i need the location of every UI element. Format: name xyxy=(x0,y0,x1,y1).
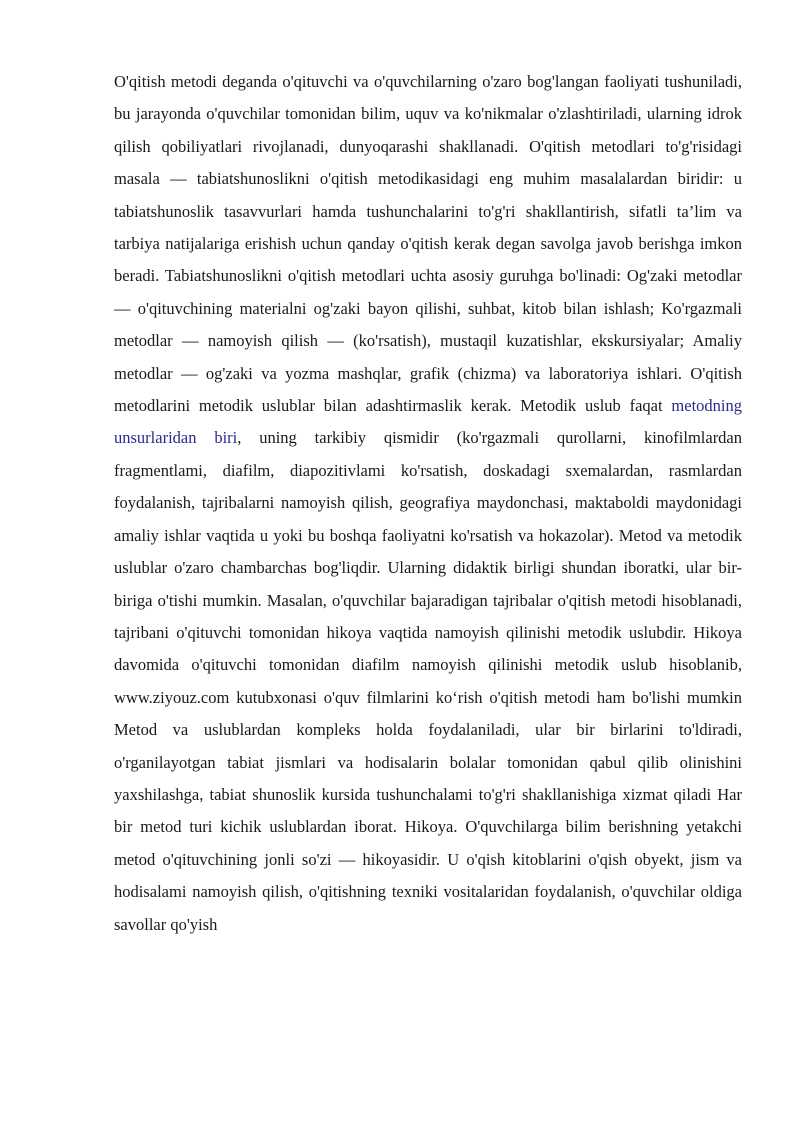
paragraph-text-part2: , uning tarkibiy qismidir (ko'rgazmali qurollarni, kinofilmlardan fragmentlami, diafilm, diapozitivlami ko'rsatish, doskadagi sxemalardan, rasmlardan foydalanish, tajribalarni namoyish qilish, geografiya maydonchasi, maktaboldi maydonidagi amaliy ishlar vaqtida u yoki bu boshqa faoliyatni ko'rsatish va hokazolar). Metod va metodik uslublar o'zaro chambarchas bog'liqdir. Ularning didaktik birligi shundan iboratki, ular bir-biriga o'tishi mumkin. Masalan, o'quvchilar bajaradigan tajribalar o'qitish metodi hisoblanadi, tajribani o'qituvchi tomonidan hikoya vaqtida namoyish qilinishi metodik uslubdir. Hikoya davomida o'qituvchi tomonidan diafilm namoyish qilinishi metodik uslub hisoblanib, www.ziyouz.com kutubxonasi o'quv filmlarini ko‘rish o'qitish metodi ham bo'lishi mumkin Metod va uslublardan kompleks holda foydalaniladi, ular bir birlarini to'ldiradi, o'rganilayotgan tabiat jismlari va hodisalarin bolalar tomonidan qabul qilib olinishini yaxshilashga, tabiat shunoslik kursida tushunchalami to'g'ri shakllanishiga xizmat qiladi Har bir metod turi kichik uslublardan iborat. Hikoya. O'quvchilarga bilim berishning yetakchi metod o'qituvchining jonli so'zi — hikoyasidir. U o'qish kitoblarini o'qish obyekt, jism va hodisalami namoyish qilish, o'qitishning texniki vositalaridan foydalanish, o'quvchilar oldiga savollar qo'yish xyxy=(114,428,743,934)
document-page xyxy=(114,66,742,941)
body-paragraph xyxy=(114,66,742,941)
inline-link[interactable]: metodning unsurlaridan biri xyxy=(114,396,742,448)
paragraph-text-part1: O'qitish metodi deganda o'qituvchi va o'quvchilarning o'zaro bog'langan faoliyati tushuniladi, bu jarayonda o'quvchilar tomonidan bilim, uquv va ko'nikmalar o'zlashtiriladi, ularning idrok qilish qobiliyatlari rivojlanadi, dunyoqarashi shakllanadi. O'qitish metodlari to'g'risidagi masala — tabiatshunoslikni o'qitish metodikasidagi eng muhim masalalardan biridir: u tabiatshunoslik tasavvurlari hamda tushunchalarini to'g'ri shakllantirish, sifatli ta’lim va tarbiya natijalariga erishish uchun qanday o'qitish kerak degan savolga javob berishga imkon beradi. Tabiatshunoslikni o'qitish metodlari uchta asosiy guruhga bo'linadi: Og'zaki metodlar — o'qituvchining materialni og'zaki bayon qilishi, suhbat, kitob bilan ishlash; Ko'rgazmali metodlar — namoyish qilish — (ko'rsatish), mustaqil kuzatishlar, ekskursiyalar; Amaliy metodlar — og'zaki va yozma mashqlar, grafik (chizma) va laboratoriya ishlari. O'qitish metodlarini metodik uslublar bilan adashtirmaslik kerak. Metodik uslub faqat xyxy=(114,72,742,416)
